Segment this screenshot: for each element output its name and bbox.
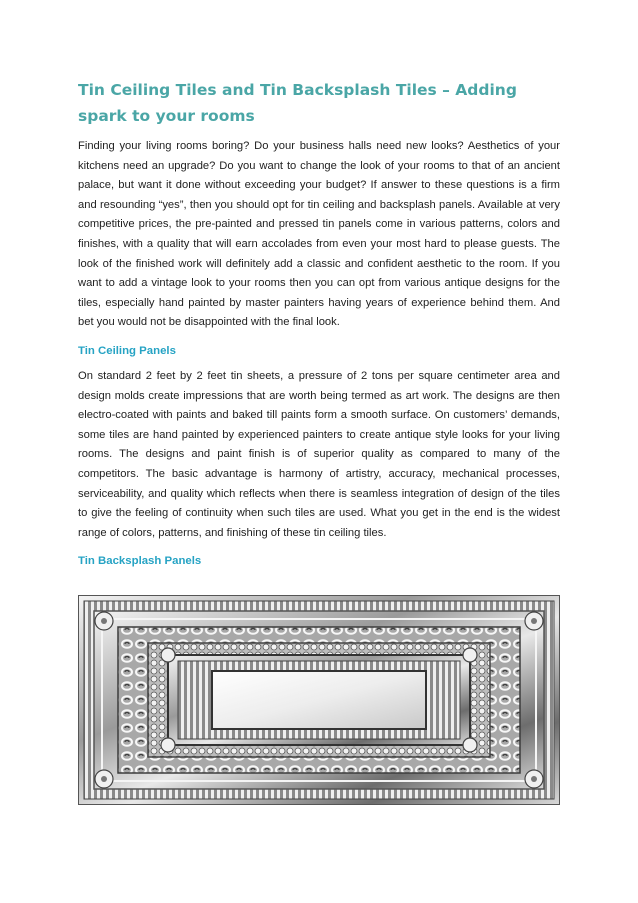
page-title: Tin Ceiling Tiles and Tin Backsplash Tiles – Adding spark to your rooms xyxy=(78,81,517,125)
ornate-tin-panel-icon xyxy=(78,595,560,805)
intro-paragraph: Finding your living rooms boring? Do your business halls need new looks? Aesthetics of your kitchens need an upgrade? Do you want to change the look of your rooms to that of an ancient palace, but want it done without exceeding your budget? If answer to these questions is a firm and resounding “yes”, then you should opt for tin ceiling and backsplash panels. Available at very competitive prices, the pre-painted and pressed tin panels come in various patterns, colors and finishes, with a quality that will earn accolades from even your most hard to please guests. The look of the finished work will definitely add a classic and confident aesthetic to the room. If you want to add a vintage look to your rooms then you can opt from various antique designs for the tiles, especially hand painted by master painters having years of experience behind them. And bet you would not be disappointed with the final look. xyxy=(78,140,560,329)
section-heading-tin-backsplash-panels: Tin Backsplash Panels xyxy=(78,555,202,568)
section-heading-tin-ceiling-panels: Tin Ceiling Panels xyxy=(78,344,176,357)
tin-ceiling-panels-paragraph: On standard 2 feet by 2 feet tin sheets, a pressure of 2 tons per square centimeter area and design molds create impressions that are worth being termed as art work. The designs are then electro-coated with paints and baked till paints form a smooth surface. On customers’ demands, some tiles are hand painted by experienced painters to create antique style looks for your living rooms. The designs and paint finish is of superior quality as compared to many of the competitors. The basic advantage is harmony of artistry, accuracy, mechanical processes, serviceability, and quality which reflects when there is seamless integration of design of the tiles to give the feeling of continuity when such tiles are used. What you get in the end is the widest range of colors, patterns, and finishing of these tin ceiling tiles. xyxy=(78,369,560,539)
backsplash-panel-image xyxy=(78,595,560,805)
